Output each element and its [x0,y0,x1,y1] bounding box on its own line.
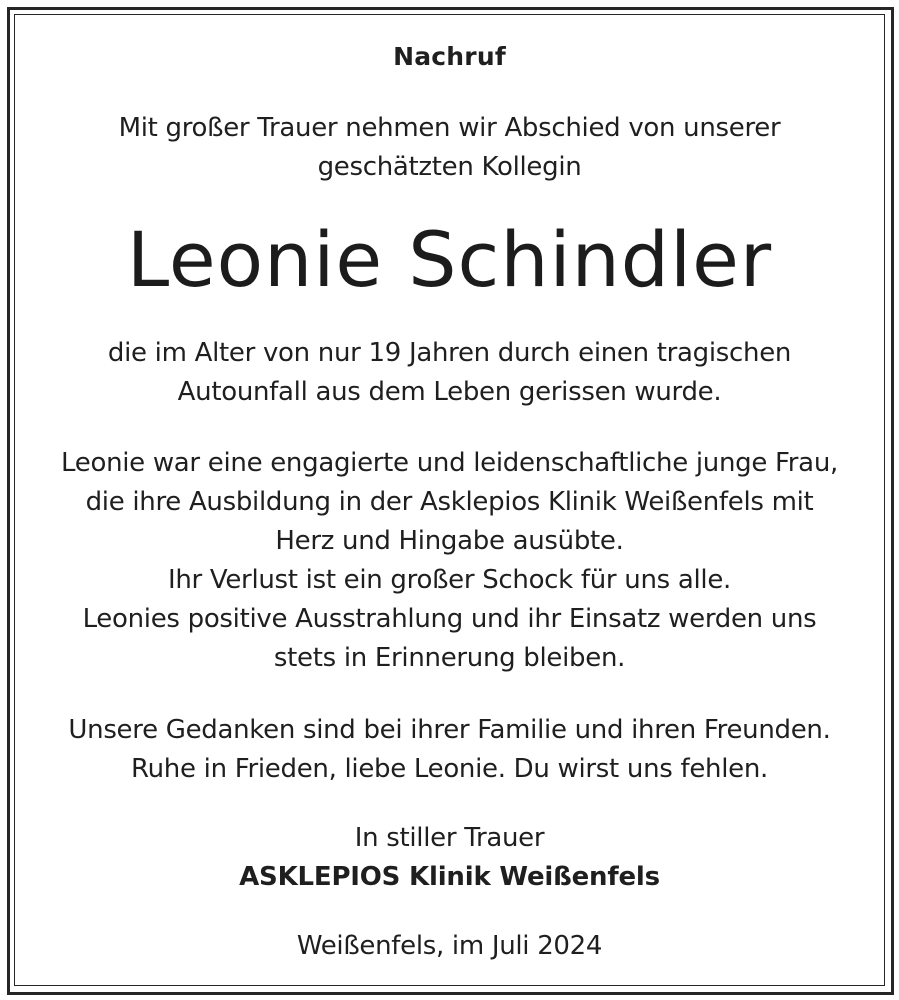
paragraph2-line-5: Leonies positive Ausstrahlung und ihr Einsatz werden uns [82,604,817,634]
deceased-name: Leonie Schindler [126,215,773,304]
paragraph3-line-1: Unsere Gedanken sind bei ihrer Familie und ihren Freunden. [68,715,831,745]
paragraph2-line-1: Leonie war eine engagierte und leidenschaftliche junge Frau, [61,448,838,478]
paragraph2-line-4: Ihr Verlust ist ein großer Schock für uns alle. [167,565,731,595]
place-date-line: Weißenfels, im Juli 2024 [296,931,603,961]
signature-line: ASKLEPIOS Klinik Weißenfels [239,862,660,892]
obituary-notice [20,0,879,1000]
closing-line: In stiller Trauer [354,823,545,853]
paragraph2-line-3: Herz und Hingabe ausübte. [275,526,624,556]
intro-line-2: geschätzten Kollegin [317,152,582,182]
notice-heading: Nachruf [393,42,506,71]
paragraph3-line-2: Ruhe in Frieden, liebe Leonie. Du wirst uns fehlen. [131,754,768,784]
paragraph2-line-6: stets in Erinnerung bleiben. [273,643,626,673]
paragraph1-line-1: die im Alter von nur 19 Jahren durch einen tragischen [107,338,792,368]
paragraph2-line-2: die ihre Ausbildung in der Asklepios Klinik Weißenfels mit [85,487,814,517]
paragraph1-line-2: Autounfall aus dem Leben gerissen wurde. [177,377,722,407]
intro-line-1: Mit großer Trauer nehmen wir Abschied von unserer [118,113,781,143]
